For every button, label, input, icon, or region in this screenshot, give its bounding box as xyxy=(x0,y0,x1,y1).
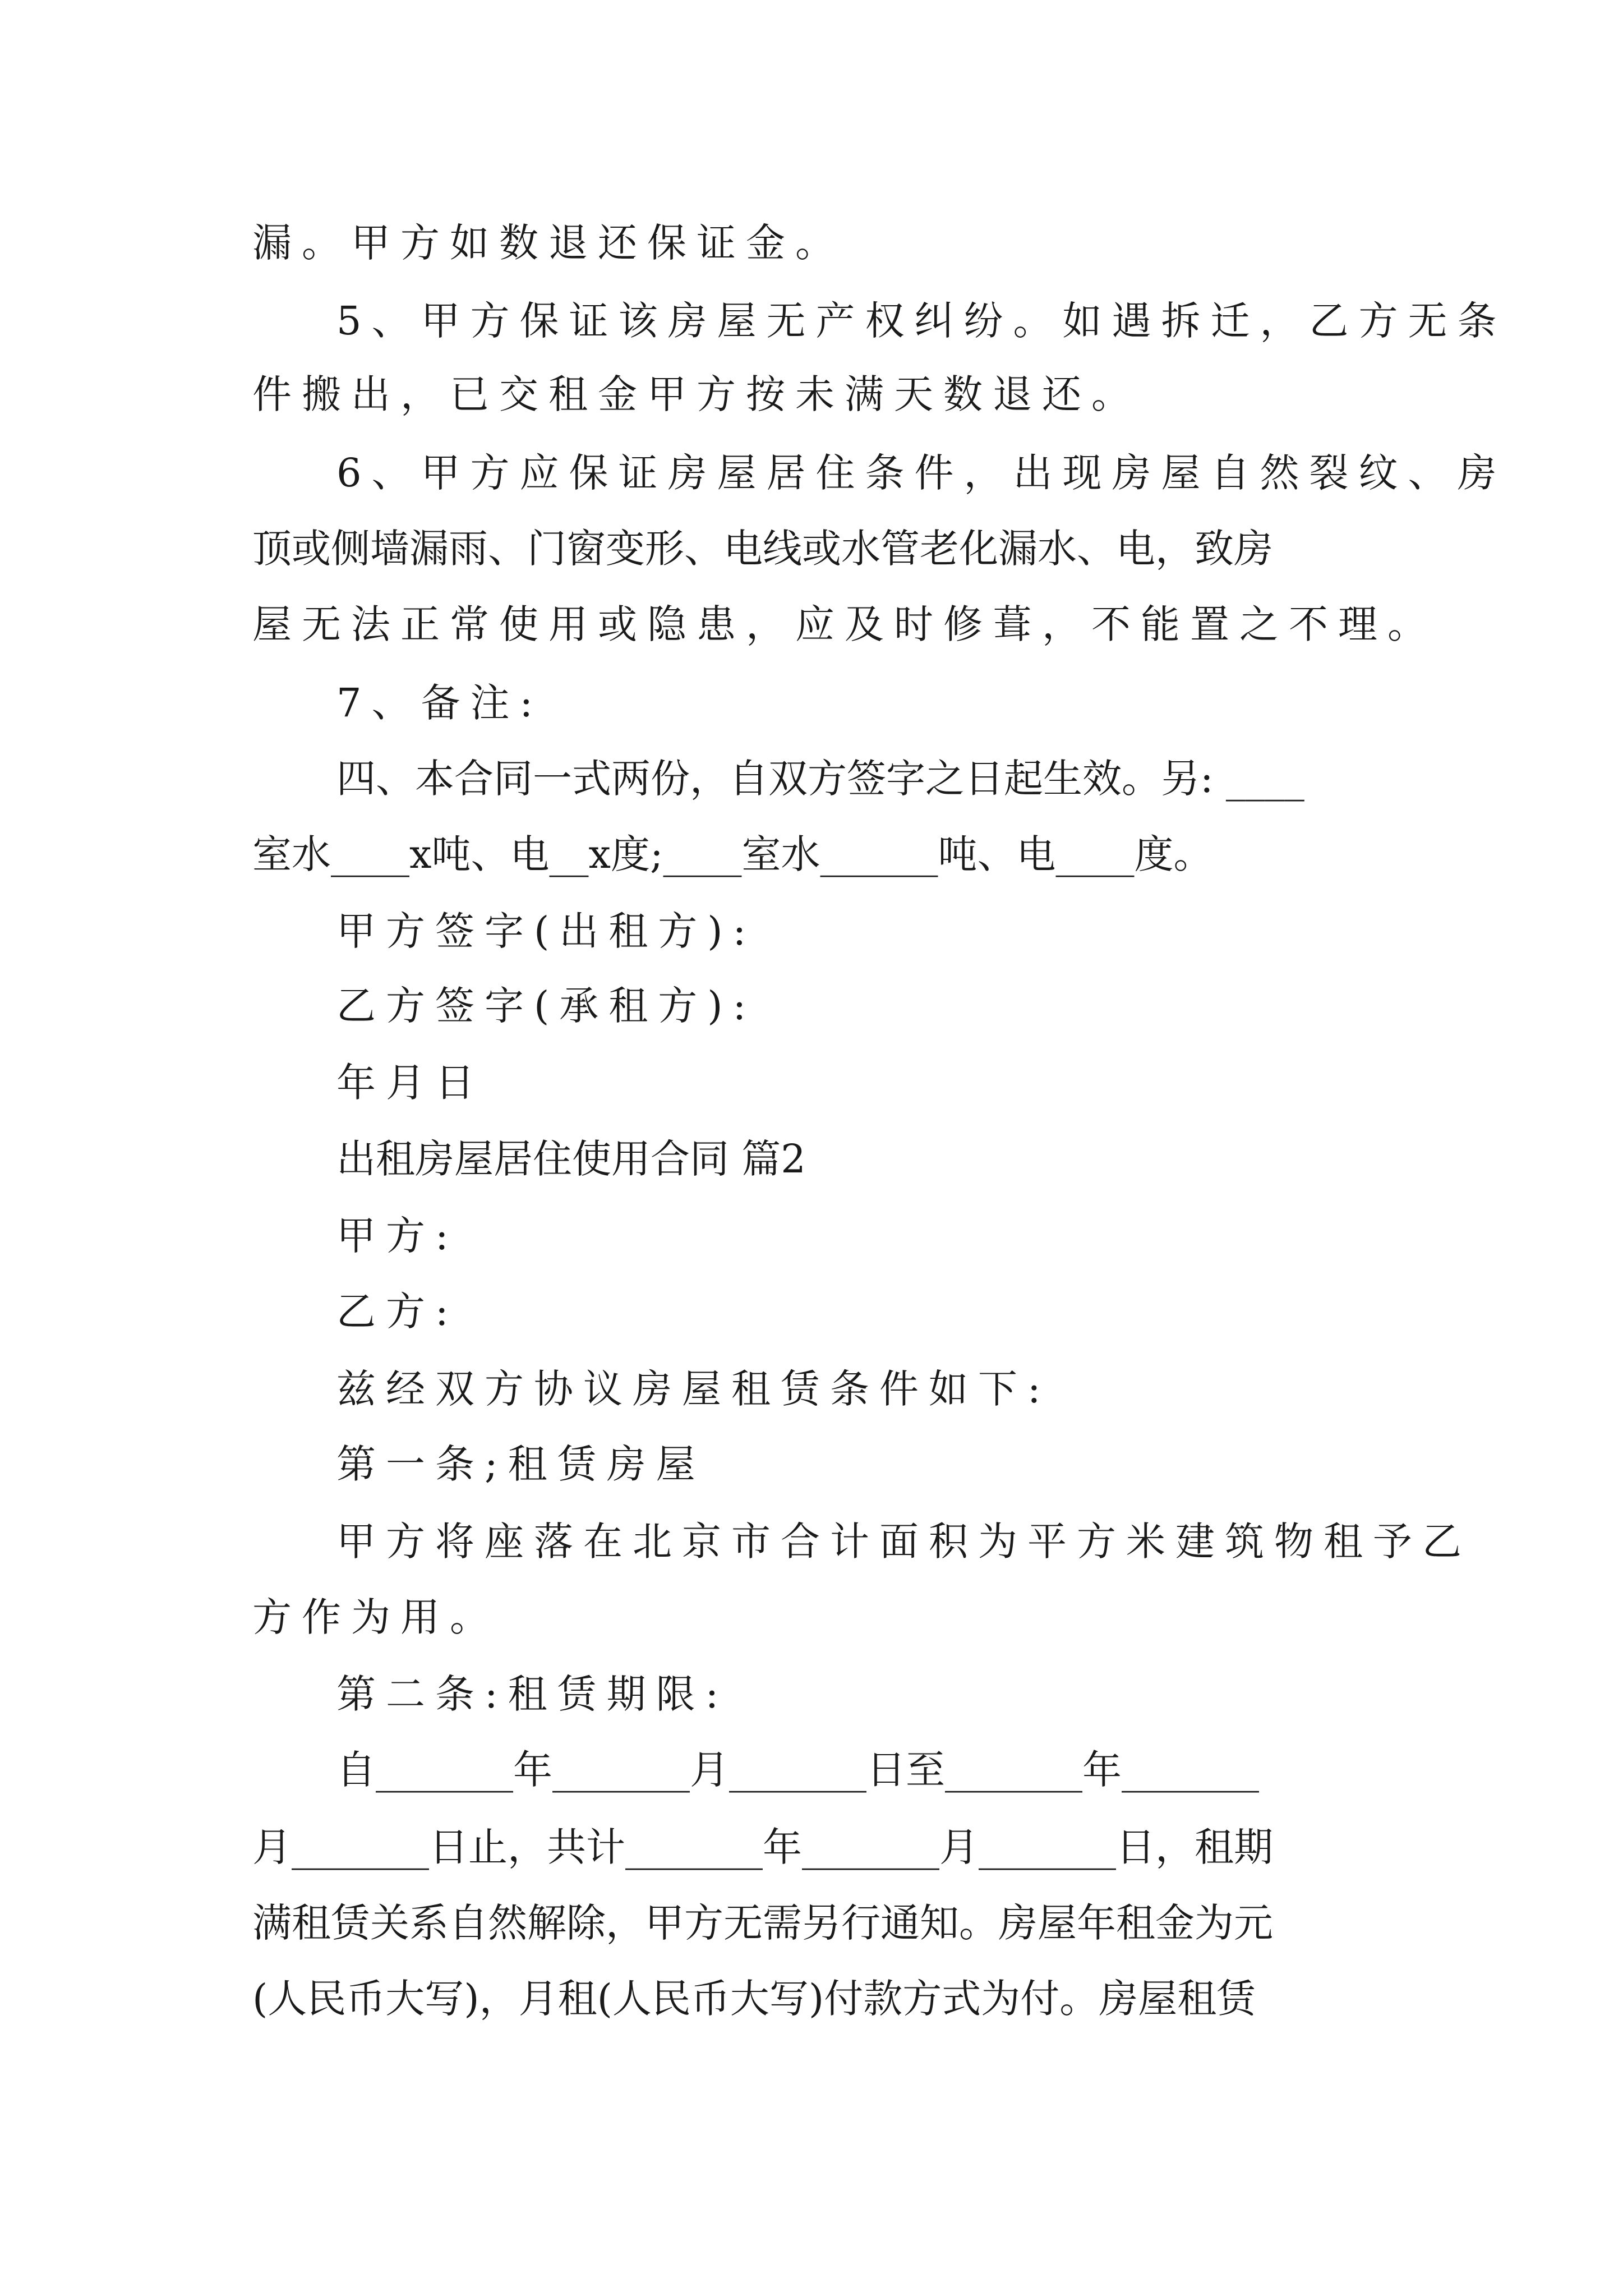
paragraph-line: 满租赁关系自然解除，甲方无需另行通知。房屋年租金为元 xyxy=(252,1900,1273,1946)
paragraph-line: 四、本合同一式两份，自双方签字之日起生效。另: ____ xyxy=(336,756,1304,802)
paragraph-line: 甲方将座落在北京市合计面积为平方米建筑物租予乙 xyxy=(336,1519,1472,1565)
date-line: 年月日 xyxy=(336,1060,485,1106)
paragraph-line: 兹经双方协议房屋租赁条件如下: xyxy=(336,1366,1051,1412)
paragraph-line: 屋无法正常使用或隐患，应及时修葺，不能置之不理。 xyxy=(252,601,1437,647)
paragraph-line: 5、甲方保证该房屋无产权纠纷。如遇拆迁，乙方无条 xyxy=(336,298,1507,344)
party-b-line: 乙方: xyxy=(336,1289,459,1335)
paragraph-line: (人民币大写)，月租(人民币大写)付款方式为付。房屋租赁 xyxy=(252,1976,1256,2022)
paragraph-line: 自_______年_______月_______日至_______年_______ xyxy=(336,1747,1259,1793)
paragraph-line: 6、甲方应保证房屋居住条件，出现房屋自然裂纹、房 xyxy=(336,450,1507,496)
article-heading: 第二条:租赁期限: xyxy=(336,1671,729,1717)
signature-line-party-b: 乙方签字(承租方): xyxy=(336,983,757,1029)
section-title: 出租房屋居住使用合同 篇2 xyxy=(336,1136,806,1182)
paragraph-line: 室水____x吨、电__x度;____室水______吨、电____度。 xyxy=(252,831,1213,877)
signature-line-party-a: 甲方签字(出租方): xyxy=(336,908,757,954)
paragraph-line: 件搬出，已交租金甲方按未满天数退还。 xyxy=(252,371,1141,417)
article-heading: 第一条;租赁房屋 xyxy=(336,1441,706,1487)
paragraph-line: 顶或侧墙漏雨、门窗变形、电线或水管老化漏水、电，致房 xyxy=(252,526,1273,572)
paragraph-line: 月_______日止，共计_______年_______月_______日，租期 xyxy=(252,1824,1273,1870)
paragraph-line: 方作为用。 xyxy=(252,1594,499,1640)
party-a-line: 甲方: xyxy=(336,1213,459,1259)
paragraph-line: 漏。甲方如数退还保证金。 xyxy=(252,220,845,266)
paragraph-line: 7、备注: xyxy=(336,680,543,726)
